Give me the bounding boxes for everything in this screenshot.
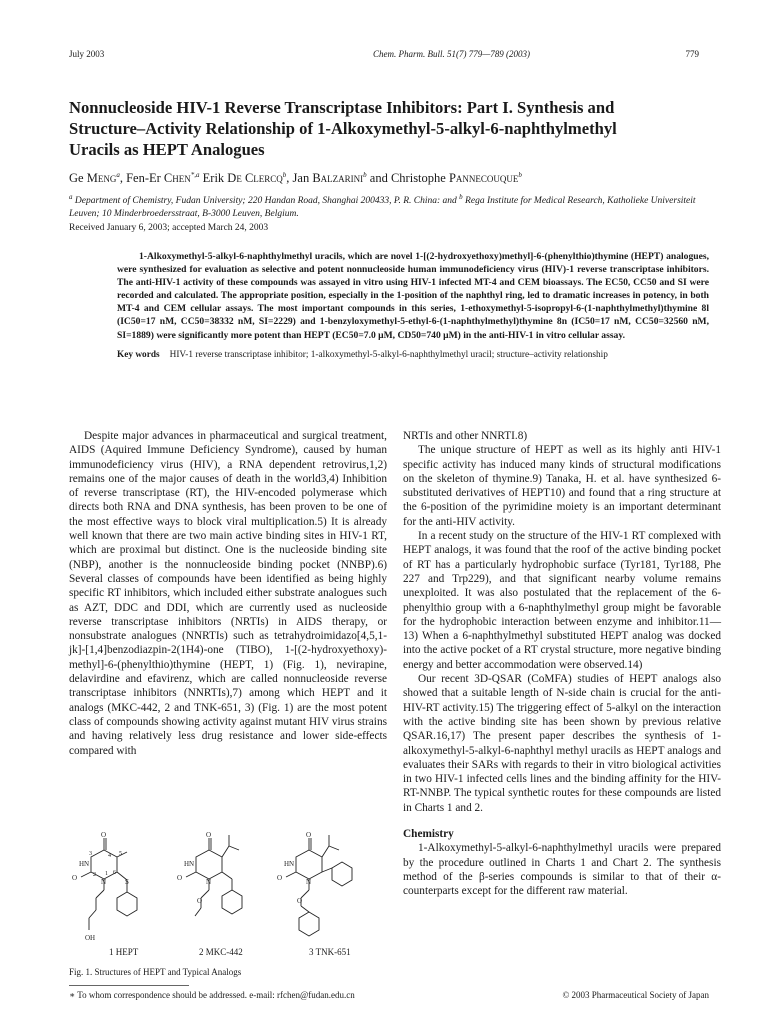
keywords [117,349,709,362]
position-number: 3 [89,851,92,857]
figure-1 [69,830,387,960]
atom-label: O [306,831,312,839]
body-paragraph: Despite major advances in pharmaceutical and surgical treatment, AIDS (Aquired Immune Deficiency Syndrome), caused by human immunodeficiency virus (HIV), a RNA dependent retrovirus,1,2) remains one of the major causes of death in the world3,4) Inhibition of reverse transcriptase (RT), the HIV-encoded polymerase which directs both RNA and DNA synthesis, has been proven to be one of the most effective ways to block viral multiplication.5) It is already well known that there are two main active binding sites in HIV-1 RT, which are proximal but distinct. One is the nucleoside binding site (NBP), another is the nonnucleoside binding pocket (NNBP).6) Several classes of compounds have been identified as being highly specific RT inhibitors, which included either substrate analogues such as AZT, DDC and DDI, which are currently used as nucleoside reverse transcriptase inhibitors (NRTIs) in AIDS therapy, or nonsubstrate analogues (NNRTIs) such as tetrahydroimidazo[4,5,1-jk]-[1,4]benzodiazpin-2(1H4)-one (TIBO), 1-[(2-hydroxyethoxy)-methyl]-6-(phenylthio)thymine (HEPT, 1) (Fig. 1), nevirapine, delavirdine and efavirenz, which are called nonnucleoside reverse transcriptase inhibitors (NNRTIs),7) among which HEPT and it analogs (MKC-442, 2 and TNK-651, 3) (Fig. 1) are the most potent class of compounds showing activity against mutant HIV virus strains and having relatively less drug resistance and lower side-effects compared with [69,430,387,757]
atom-label: HN [184,860,195,868]
affiliations: $^a$ Department of Chemistry, Fudan University; 220 Handan Road, Shanghai 200433, P. R. China: and $^b$ Rega Institute for Medical Research, Katholieke Universiteit Leuven; 10 Minderbroedersstraat, B-3000 Leuven, Belgium. [69,192,696,219]
body-paragraph: Our recent 3D-QSAR (CoMFA) studies of HEPT analogs also showed that a suitable length of N-side chain is crucial for the anti-HIV-RT activity.15) The triggering effect of 5-alkyl on the interaction with the active binding site has been shown by previous relative QSAR.16,17) The present paper describes the synthesis of 1-alkoxymethyl-5-alkyl-6-naphthyl methyl uracils as HEPT analogs and evaluates their SARs with regards to their in vitro biological activities in two HIV-1 infected cells lines and the binding affinity for the HIV-RT-NNBP. The typical synthetic routes for these compounds are listed in Charts 1 and 2. [403,673,721,814]
atom-label: O [101,831,107,839]
position-number: 4 [108,853,111,859]
figure-caption: Fig. 1. Structures of HEPT and Typical Analogs [69,967,242,977]
page-number: 779 [685,49,699,59]
atom-label: O [177,874,183,882]
compound-label: 2 MKC-442 [199,947,243,957]
copyright-notice: © 2003 Pharmaceutical Society of Japan [562,990,709,1000]
atom-label: O [277,874,283,882]
body-paragraph: In a recent study on the structure of the HIV-1 RT complexed with HEPT analogs, it was found that the roof of the active binding pocket of RT has a particularly hydrophobic surface (Tyr181, Tyr188, Phe 227 and Trp229), and that significant nearby volume remains unexploited. It was also postulated that the replacement of the 6-phenylthio group with a 6-naphthylmethyl group might be favorable for the hydrophobic interaction between enzyme and inhibitor.11—13) When a 6-naphthylmethyl substituted HEPT analog was docked into the active pocket of a RT crystal structure, more negative binding energy and better accommodation were observed.14) [403,530,721,671]
structure-mkc-442 [177,831,242,916]
author-name: Ge Meng$^a$ [69,170,120,185]
author-name: , Fen-Er Chen$^{*,a}$ [119,170,200,185]
received-dates: Received January 6, 2003; accepted March 24, 2003 [69,223,269,233]
atom-label: N [206,878,212,886]
running-header-date: July 2003 [69,49,105,59]
atom-label: HN [79,860,90,868]
body-paragraph: The unique structure of HEPT as well as its highly anti HIV-1 specific activity has induced many kinds of structural modifications on the skeleton of thymine.9) Tanaka, H. et al. have synthesized 6-substituted derivatives of HEPT10) and found that a ring structure at the 6-position of the pyrimidine moiety is an important determinant for the anti-HIV activity. [403,444,721,528]
atom-label: O [72,874,78,882]
atom-label: N [306,878,312,886]
correspondence-footnote: ∗ To whom correspondence should be addressed. e-mail: rfchen@fudan.edu.cn [69,990,355,1000]
abstract [117,250,709,342]
keywords-label: Key words [117,350,160,360]
position-number: 6 [113,870,116,876]
atom-label: O [197,897,203,905]
atom-label: OH [85,934,96,942]
running-header-journal: Chem. Pharm. Bull. 51(7) 779—789 (2003) [373,49,530,59]
body-column-right [403,429,721,899]
abstract-text: 1-Alkoxymethyl-5-alkyl-6-naphthylmethyl uracils, which are novel 1-[(2-hydroxyethoxy)methyl]-6-(phenylthio)thymine (HEPT) analogues, were synthesized for evaluation as selective and potent nonnucleoside human immunodeficiency virus (HIV)-1 reverse transcriptase inhibitors. The anti-HIV-1 activity of these compounds was assayed in vitro using HIV-1 infected MT-4 and CEM bioassays. The EC50, CC50 and SI were recorded and calculated. The appropriate position, especially in the 1-position of the naphthyl ring, led to dramatic increases in potency, in both MT-4 and CEM cellular assays. The most important compounds in this series, 1-ethoxymethyl-5-isopropyl-6-(1-naphthylmethyl)thymine 8l (IC50=17 nM, CC50=38332 nM, SI=2229) and 1-benzyloxymethyl-5-ethyl-6-(1-naphthylmethyl)thymine 8n (IC50=17 nM, CC50=32560 nM, SI=1889) were significantly more potent than HEPT (EC50=7.0 μM, CD50=740 μM) in the anti-HIV-1 in vitro cellular assay. [117,251,709,341]
footnote-divider [69,985,189,986]
body-paragraph: NRTIs and other NNRTI.8) [403,430,528,442]
atom-label: N [101,878,107,886]
chemical-structures [69,830,387,945]
atom-label: O [206,831,212,839]
section-heading: Chemistry [403,828,454,841]
compound-label: 1 HEPT [109,947,139,957]
keywords-text: HIV-1 reverse transcriptase inhibitor; 1-alkoxymethyl-5-alkyl-6-naphthylmethyl uracil; structure–activity relationship [169,350,608,360]
author-list [69,171,522,186]
structure-tnk-651 [277,831,352,936]
structure-hept [72,831,137,942]
position-number: 1 [105,871,108,877]
author-name: and Christophe Pannecouque$^b$ [366,170,522,185]
body-column-left [69,429,387,758]
paper-title: Nonnucleoside HIV-1 Reverse Transcriptase Inhibitors: Part I. Synthesis and Structure–Activity Relationship of 1-Alkoxymethyl-5-alkyl-6-naphthylmethyl Uracils as HEPT Analogues [69,98,617,159]
atom-label: S [125,878,129,886]
atom-label: HN [284,860,295,868]
atom-label: O [297,897,303,905]
author-name: Jan Balzarini$^b$ [289,170,367,185]
compound-label: 3 TNK-651 [309,947,351,957]
body-paragraph: 1-Alkoxymethyl-5-alkyl-6-naphthylmethyl uracils were prepared by the procedure outlined in Charts 1 and Chart 2. The synthesis method of the β-series compounds is similar to that of their α-counterparts except for the different raw material. [403,842,721,898]
position-number: 2 [93,872,96,878]
author-name: Erik De Clercq$^b$, [199,170,290,185]
position-number: 5 [119,851,122,857]
